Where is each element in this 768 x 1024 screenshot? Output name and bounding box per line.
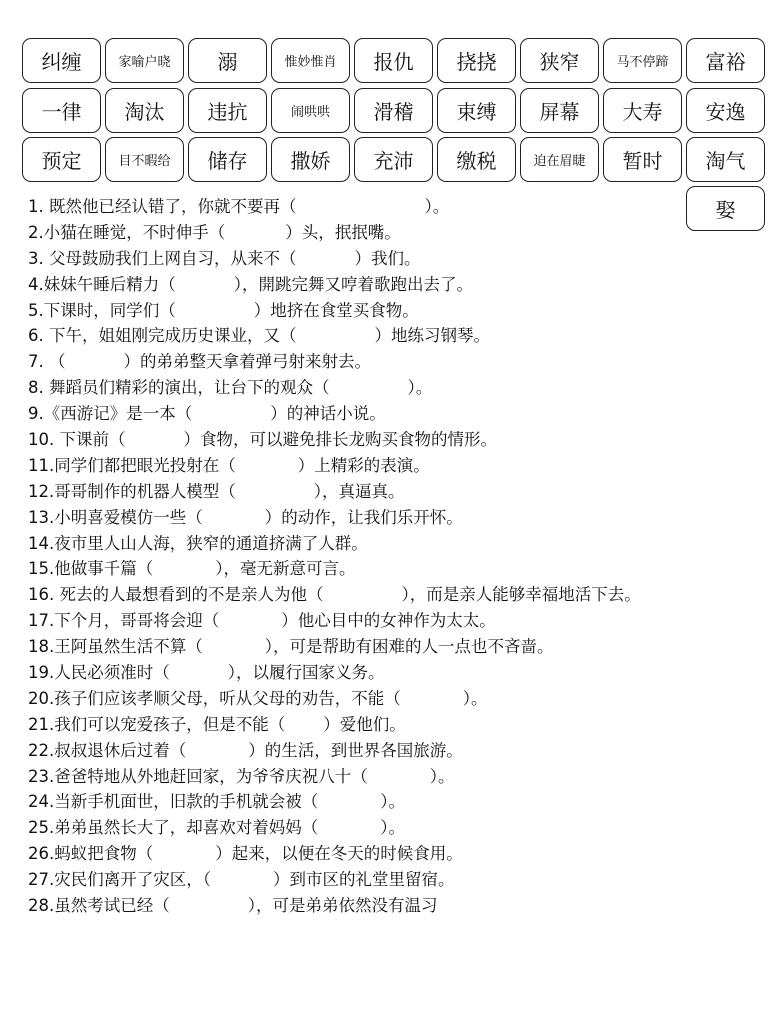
- sentence-text-before: 妹妹午睡后精力（: [43, 274, 176, 294]
- sentence-item: [28, 298, 728, 324]
- sentence-number: 23.: [28, 766, 55, 786]
- sentence-item: [28, 789, 728, 815]
- sentence-number: 13.: [28, 507, 55, 527]
- sentence-item: [28, 401, 728, 427]
- sentence-number: 14.: [28, 533, 55, 553]
- word-bank-item[interactable]: 家喻户晓: [105, 38, 184, 83]
- word-bank-item[interactable]: 屏幕: [520, 88, 599, 133]
- word-bank-item[interactable]: 淘气: [686, 137, 765, 182]
- sentence-text-before: 哥哥制作的机器人模型（: [54, 481, 236, 501]
- sentence-item: [28, 323, 728, 349]
- sentence-text-after: ），開跳完舞又哼着歌跑出去了。: [233, 274, 473, 294]
- sentence-text-after: ），可是帮助有困难的人一点也不吝啬。: [264, 637, 554, 657]
- sentence-item: [28, 246, 728, 272]
- sentence-text-before: 我们可以宠爱孩子，但是不能（: [54, 714, 286, 734]
- sentence-number: 25.: [28, 818, 55, 838]
- sentence-text-before: 下个月，哥哥将会迎（: [54, 611, 220, 631]
- sentence-text-before: 舞蹈员们精彩的演出，让台下的观众（: [43, 378, 330, 398]
- sentence-number: 22.: [28, 740, 55, 760]
- sentence-number: 12.: [28, 481, 55, 501]
- word-bank-item[interactable]: 纠缠: [22, 38, 101, 83]
- sentence-number: 19.: [28, 663, 55, 683]
- sentence-number: 26.: [28, 844, 55, 864]
- sentence-number: 16.: [28, 585, 55, 605]
- sentence-text-after: ）我们。: [354, 248, 421, 268]
- word-bank-item[interactable]: 缴税: [437, 137, 516, 182]
- word-bank-item[interactable]: 迫在眉睫: [520, 137, 599, 182]
- word-bank-item[interactable]: 闹哄哄: [271, 88, 350, 133]
- sentence-number: 7.: [28, 352, 44, 372]
- sentence-item: [28, 582, 728, 608]
- word-bank-item[interactable]: 大寿: [603, 88, 682, 133]
- sentence-item: [28, 893, 728, 919]
- sentence-number: 18.: [28, 637, 55, 657]
- sentence-item: [28, 220, 728, 246]
- sentence-item: [28, 194, 728, 220]
- sentence-text-before: 人民必须准时（: [54, 663, 170, 683]
- sentence-text-before: 《西游记》是一本（: [43, 404, 193, 424]
- word-bank-item[interactable]: 挠挠: [437, 38, 516, 83]
- sentence-item: [28, 375, 728, 401]
- sentence-text-after: ）的生活，到世界各国旅游。: [248, 740, 463, 760]
- word-bank-item[interactable]: 淘汰: [105, 88, 184, 133]
- sentence-text-after: ），真逼真。: [313, 481, 405, 501]
- sentence-text-after: ）。: [407, 378, 433, 398]
- sentence-item: [28, 686, 728, 712]
- word-bank-item[interactable]: 撒娇: [271, 137, 350, 182]
- sentence-item: [28, 634, 728, 660]
- sentence-text-before: 他做事千篇（: [54, 559, 154, 579]
- sentence-number: 2.: [28, 222, 44, 242]
- sentence-text-after: ）地挤在食堂买食物。: [253, 300, 419, 320]
- sentence-item: [28, 712, 728, 738]
- sentence-text-after: ）食物，可以避免排长龙购买食物的情形。: [183, 430, 497, 450]
- word-bank-item[interactable]: 溺: [188, 38, 267, 83]
- sentence-item: [28, 272, 728, 298]
- word-bank-item[interactable]: 储存: [188, 137, 267, 182]
- sentence-text-before: 蚂蚁把食物（: [54, 844, 154, 864]
- sentence-number: 10.: [28, 430, 55, 450]
- sentence-item: [28, 349, 728, 375]
- word-bank-item[interactable]: 暂时: [603, 137, 682, 182]
- sentence-text-after: ）爱他们。: [323, 714, 406, 734]
- sentence-text-after: ）头，抿抿嘴。: [285, 222, 401, 242]
- sentence-text-after: ）。: [424, 197, 450, 216]
- word-bank-item[interactable]: 惟妙惟肖: [271, 38, 350, 83]
- sentence-text-before: 下课时，同学们（: [43, 300, 176, 320]
- word-bank-item[interactable]: 滑稽: [354, 88, 433, 133]
- sentence-item: [28, 453, 728, 479]
- sentence-text-before: 父母鼓励我们上网自习，从来不（: [43, 248, 297, 268]
- sentence-item: [28, 531, 728, 557]
- sentence-text-after: ），毫无新意可言。: [215, 559, 356, 579]
- word-bank-item[interactable]: 安逸: [686, 88, 765, 133]
- sentence-text-after: ）地练习钢琴。: [374, 326, 490, 346]
- sentence-list: [28, 194, 728, 919]
- sentence-text-after: ），以履行国家义务。: [227, 663, 385, 683]
- sentence-text-after: ），可是弟弟依然没有温习: [247, 896, 438, 916]
- sentence-item: [28, 764, 728, 790]
- sentence-text-before: 王阿虽然生活不算（: [54, 637, 203, 657]
- word-bank-item[interactable]: 束缚: [437, 88, 516, 133]
- sentence-number: 20.: [28, 688, 55, 708]
- sentence-text-after: ）。: [429, 766, 455, 786]
- word-bank-item[interactable]: 富裕: [686, 38, 765, 83]
- sentence-item: [28, 427, 728, 453]
- word-bank-item[interactable]: 马不停蹄: [603, 38, 682, 83]
- sentence-number: 1.: [28, 197, 44, 216]
- sentence-text-before: 同学们都把眼光投射在（: [54, 455, 236, 475]
- word-bank-item[interactable]: 报仇: [354, 38, 433, 83]
- sentence-number: 15.: [28, 559, 55, 579]
- word-bank-item[interactable]: 违抗: [188, 88, 267, 133]
- sentence-number: 8.: [28, 378, 44, 398]
- sentence-text-before: 下午，姐姐刚完成历史课业，又（: [43, 326, 297, 346]
- word-bank-item[interactable]: 充沛: [354, 137, 433, 182]
- sentence-number: 6.: [28, 326, 44, 346]
- sentence-number: 9.: [28, 404, 44, 424]
- sentence-text-after: ）的弟弟整天拿着弹弓射来射去。: [123, 352, 371, 372]
- sentence-number: 21.: [28, 714, 55, 734]
- sentence-text-after: ）他心目中的女神作为太太。: [281, 611, 496, 631]
- sentence-number: 17.: [28, 611, 55, 631]
- sentence-text-after: ）上精彩的表演。: [297, 455, 430, 475]
- sentence-text-after: ），而是亲人能够幸福地活下去。: [401, 585, 641, 605]
- sentence-text-before: 叔叔退休后过着（: [54, 740, 187, 760]
- sentence-text-after: ）到市区的礼堂里留宿。: [273, 870, 455, 890]
- sentence-text-before: 小明喜爱模仿一些（: [54, 507, 203, 527]
- sentence-text-after: ）。: [380, 792, 405, 812]
- word-bank-item[interactable]: 目不暇给: [105, 137, 184, 182]
- sentence-text-after: ）。: [462, 688, 488, 708]
- sentence-text-before: 爸爸特地从外地赶回家，为爷爷庆祝八十（: [54, 766, 368, 786]
- sentence-text-after: ）的神话小说。: [270, 404, 386, 424]
- word-bank-item[interactable]: 一律: [22, 88, 101, 133]
- word-bank-item[interactable]: 预定: [22, 137, 101, 182]
- sentence-item: [28, 479, 728, 505]
- word-bank-item[interactable]: 狭窄: [520, 38, 599, 83]
- sentence-number: 27.: [28, 870, 55, 890]
- sentence-number: 4.: [28, 274, 44, 294]
- sentence-item: [28, 841, 728, 867]
- sentence-number: 11.: [28, 455, 55, 475]
- sentence-text-before: 死去的人最想看到的不是亲人为他（: [54, 585, 324, 605]
- sentence-text-before: 下课前（: [54, 430, 126, 450]
- sentence-text-before: 弟弟虽然长大了，却喜欢对着妈妈（: [54, 818, 319, 838]
- sentence-item: [28, 660, 728, 686]
- sentence-text-before: （: [43, 352, 66, 372]
- sentence-number: 3.: [28, 248, 44, 268]
- sentence-text-before: 当新手机面世，旧款的手机就会被（: [54, 792, 319, 812]
- sentence-item: [28, 815, 728, 841]
- sentence-text-before: 夜市里人山人海，狭窄的通道挤满了人群。: [54, 533, 368, 553]
- sentence-number: 5.: [28, 300, 44, 320]
- sentence-text-after: ）。: [380, 818, 405, 838]
- sentence-text-before: 虽然考试已经（: [54, 896, 170, 916]
- sentence-text-after: ）起来，以便在冬天的时候食用。: [215, 844, 463, 864]
- sentence-text-before: 既然他已经认错了，你就不要再（: [43, 197, 297, 216]
- sentence-item: [28, 867, 728, 893]
- sentence-item: [28, 556, 728, 582]
- sentence-item: [28, 505, 728, 531]
- word-bank-item[interactable]: 娶: [686, 186, 765, 231]
- sentence-text-before: 灾民们离开了灾区，（: [54, 870, 211, 890]
- sentence-text-before: 小猫在睡觉，不时伸手（: [43, 222, 226, 242]
- sentence-text-after: ）的动作，让我们乐开怀。: [264, 507, 463, 527]
- sentence-number: 24.: [28, 792, 55, 812]
- sentence-text-before: 孩子们应该孝顺父母，听从父母的劝告，不能（: [54, 688, 401, 708]
- sentence-item: [28, 738, 728, 764]
- sentence-item: [28, 608, 728, 634]
- sentence-number: 28.: [28, 896, 55, 916]
